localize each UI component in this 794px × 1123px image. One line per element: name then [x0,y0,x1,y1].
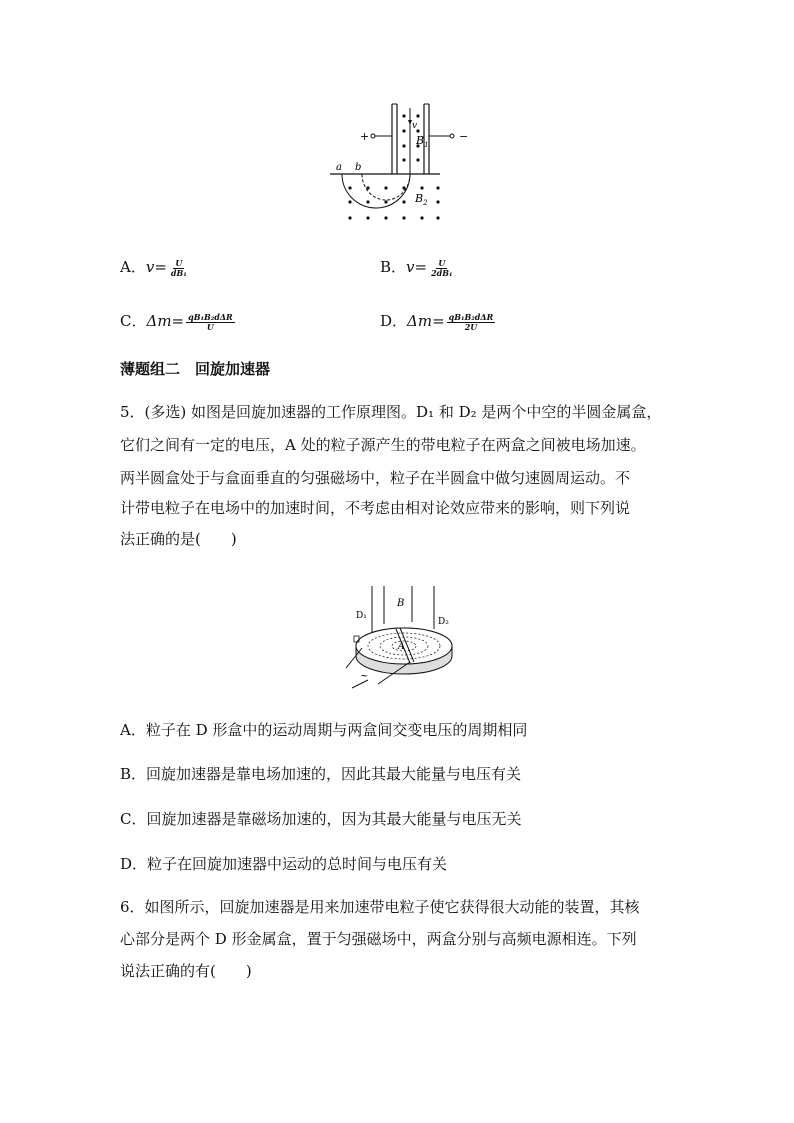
equals: = [414,258,428,276]
q5-option-c[interactable]: C．回旋加速器是靠磁场加速的，因为其最大能量与电压无关 [120,810,522,828]
option-label: A． [120,258,146,276]
cyclotron-figure [338,584,468,692]
q6-line: 心部分是两个 D 形金属盒，置于匀强磁场中，两盒分别与高频电源相连。下列 [120,930,637,948]
source-a-label: A [398,642,405,652]
q5-option-a[interactable]: A．粒子在 D 形盒中的运动周期与两盒间交变电压的周期相同 [120,721,528,739]
option-var: Δm [407,312,433,330]
q5-line: 计带电粒子在电场中的加速时间，不考虑由相对论效应带来的影响，则下列说 [120,499,631,517]
q5-line: 5．(多选) 如图是回旋加速器的工作原理图。D₁ 和 D₂ 是两个中空的半圆金属盒， [120,403,662,421]
option-label: D． [380,312,408,330]
ac-source-label: ~ [360,671,369,682]
b1-label: $B_1$ [416,134,429,149]
option-label: C． [120,312,147,330]
plus-sign: + [360,130,370,143]
q6-line: 6．如图所示，回旋加速器是用来加速带电粒子使它获得很大动能的装置，其核 [120,898,640,916]
velocity-selector-figure [320,98,480,233]
option-var: v [145,258,155,276]
q5-option-d[interactable]: D．粒子在回旋加速器中运动的总时间与电压有关 [120,855,448,873]
option-var: v [406,258,415,276]
q5-line: 它们之间有一定的电压，A 处的粒子源产生的带电粒子在两盒之间被电场加速。 [120,436,646,454]
option-var: Δm [146,312,172,330]
point-a-label: a [336,162,342,173]
b2-label: $B_2$ [415,192,428,207]
velocity-label: v [412,121,418,131]
equals: = [154,258,167,276]
equals: = [432,312,445,330]
q5-option-b[interactable]: B．回旋加速器是靠电场加速的，因此其最大能量与电压有关 [120,765,522,783]
d1-label: D₁ [356,611,367,621]
q6-line: 说法正确的有( ) [120,962,252,980]
q5-line: 法正确的是( ) [120,530,237,548]
q4-option-d[interactable] [380,310,495,332]
option-label: B． [380,258,407,276]
option-fraction: $\frac{\text{qB₁B₂dΔR}}{U}$ [188,311,233,332]
q4-option-b[interactable] [380,256,455,278]
option-fraction: $\frac{U}{\text{dB₁}}$ [170,257,187,278]
q4-option-a[interactable] [120,256,189,278]
option-fraction: $\frac{\text{qB₁B₂dΔR}}{2U}$ [448,311,494,332]
q5-line: 两半圆盒处于与盒面垂直的匀强磁场中，粒子在半圆盒中做匀速圆周运动。不 [120,469,631,487]
q4-option-c[interactable] [120,310,235,332]
point-b-label: b [355,162,362,173]
d2-label: D₂ [438,617,449,627]
section-title: 薄题组二 回旋加速器 [120,360,271,378]
option-fraction: $\frac{U}{\text{2dB₁}}$ [431,257,453,278]
b-field-label: B [397,598,405,609]
minus-sign: − [459,130,469,143]
equals: = [171,312,185,330]
